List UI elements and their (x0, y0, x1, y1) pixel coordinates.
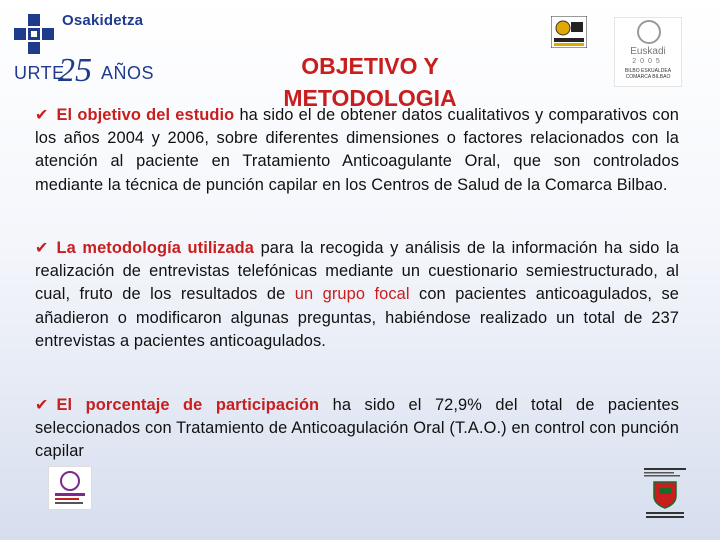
anniversary-anos-label: AÑOS (101, 63, 155, 83)
event-2008-logo-icon (48, 466, 92, 510)
check-bullet-icon: ✔︎ (35, 107, 49, 124)
methodology-highlight: La metodología utilizada (56, 239, 254, 257)
euskadi-subtitle: BILBO ESKUALDEA COMARCA BILBAO (624, 68, 672, 80)
euskadi-word: Euskadi (630, 46, 666, 57)
quality-badge-logo-icon (551, 16, 587, 48)
methodology-paragraph (35, 237, 679, 353)
osakidetza-brand-name: Osakidetza (62, 12, 144, 29)
euskadi-q-icon (637, 20, 661, 44)
anniversary-number: 25 (58, 52, 92, 89)
euskadi-award-logo (614, 17, 682, 87)
participation-paragraph (35, 394, 679, 464)
slide-title-line-2: METODOLOGIA (283, 85, 457, 111)
participation-text: ha sido el 72,9% del total de pacientes seleccionados con Tratamiento de Anticoagulación Oral (T.A.O.) en control con punción capilar (35, 396, 679, 461)
check-bullet-icon: ✔︎ (35, 240, 49, 257)
basque-government-shield-icon (640, 466, 690, 522)
participation-highlight: El porcentaje de participación (56, 396, 320, 414)
osakidetza-cross-logo-icon (14, 14, 54, 54)
objective-highlight: El objetivo del estudio (56, 106, 235, 124)
euskadi-year: 2005 (632, 58, 664, 65)
focus-group-highlight: un grupo focal (294, 285, 410, 304)
objective-paragraph (35, 104, 679, 197)
check-bullet-icon: ✔︎ (35, 397, 49, 414)
slide-title-line-1: OBJETIVO Y (301, 53, 439, 79)
anniversary-urte-label: URTE (14, 63, 65, 83)
methodology-text-after: con pacientes anticoagulados, se añadieron o modificaron algunas preguntas, habiéndose realizado un total de 237 entrevistas a pacientes anticoagulados. (35, 285, 679, 350)
methodology-text-before: para la recogida y análisis de la información ha sido la realización de entrevistas telefónicas mediante un cuestionario semiestructurado, al cual, fruto de los resultados de (35, 239, 679, 304)
objective-text: ha sido el de obtener datos cualitativos y comparativos con los años 2004 y 2006, sobre diferentes dimensiones o factores relacionados con la atención al paciente en Tratamiento Anticoagulante Oral, que son controlados mediante la técnica de punción capilar en los Centros de Salud de la Comarca Bilbao. (35, 106, 680, 194)
